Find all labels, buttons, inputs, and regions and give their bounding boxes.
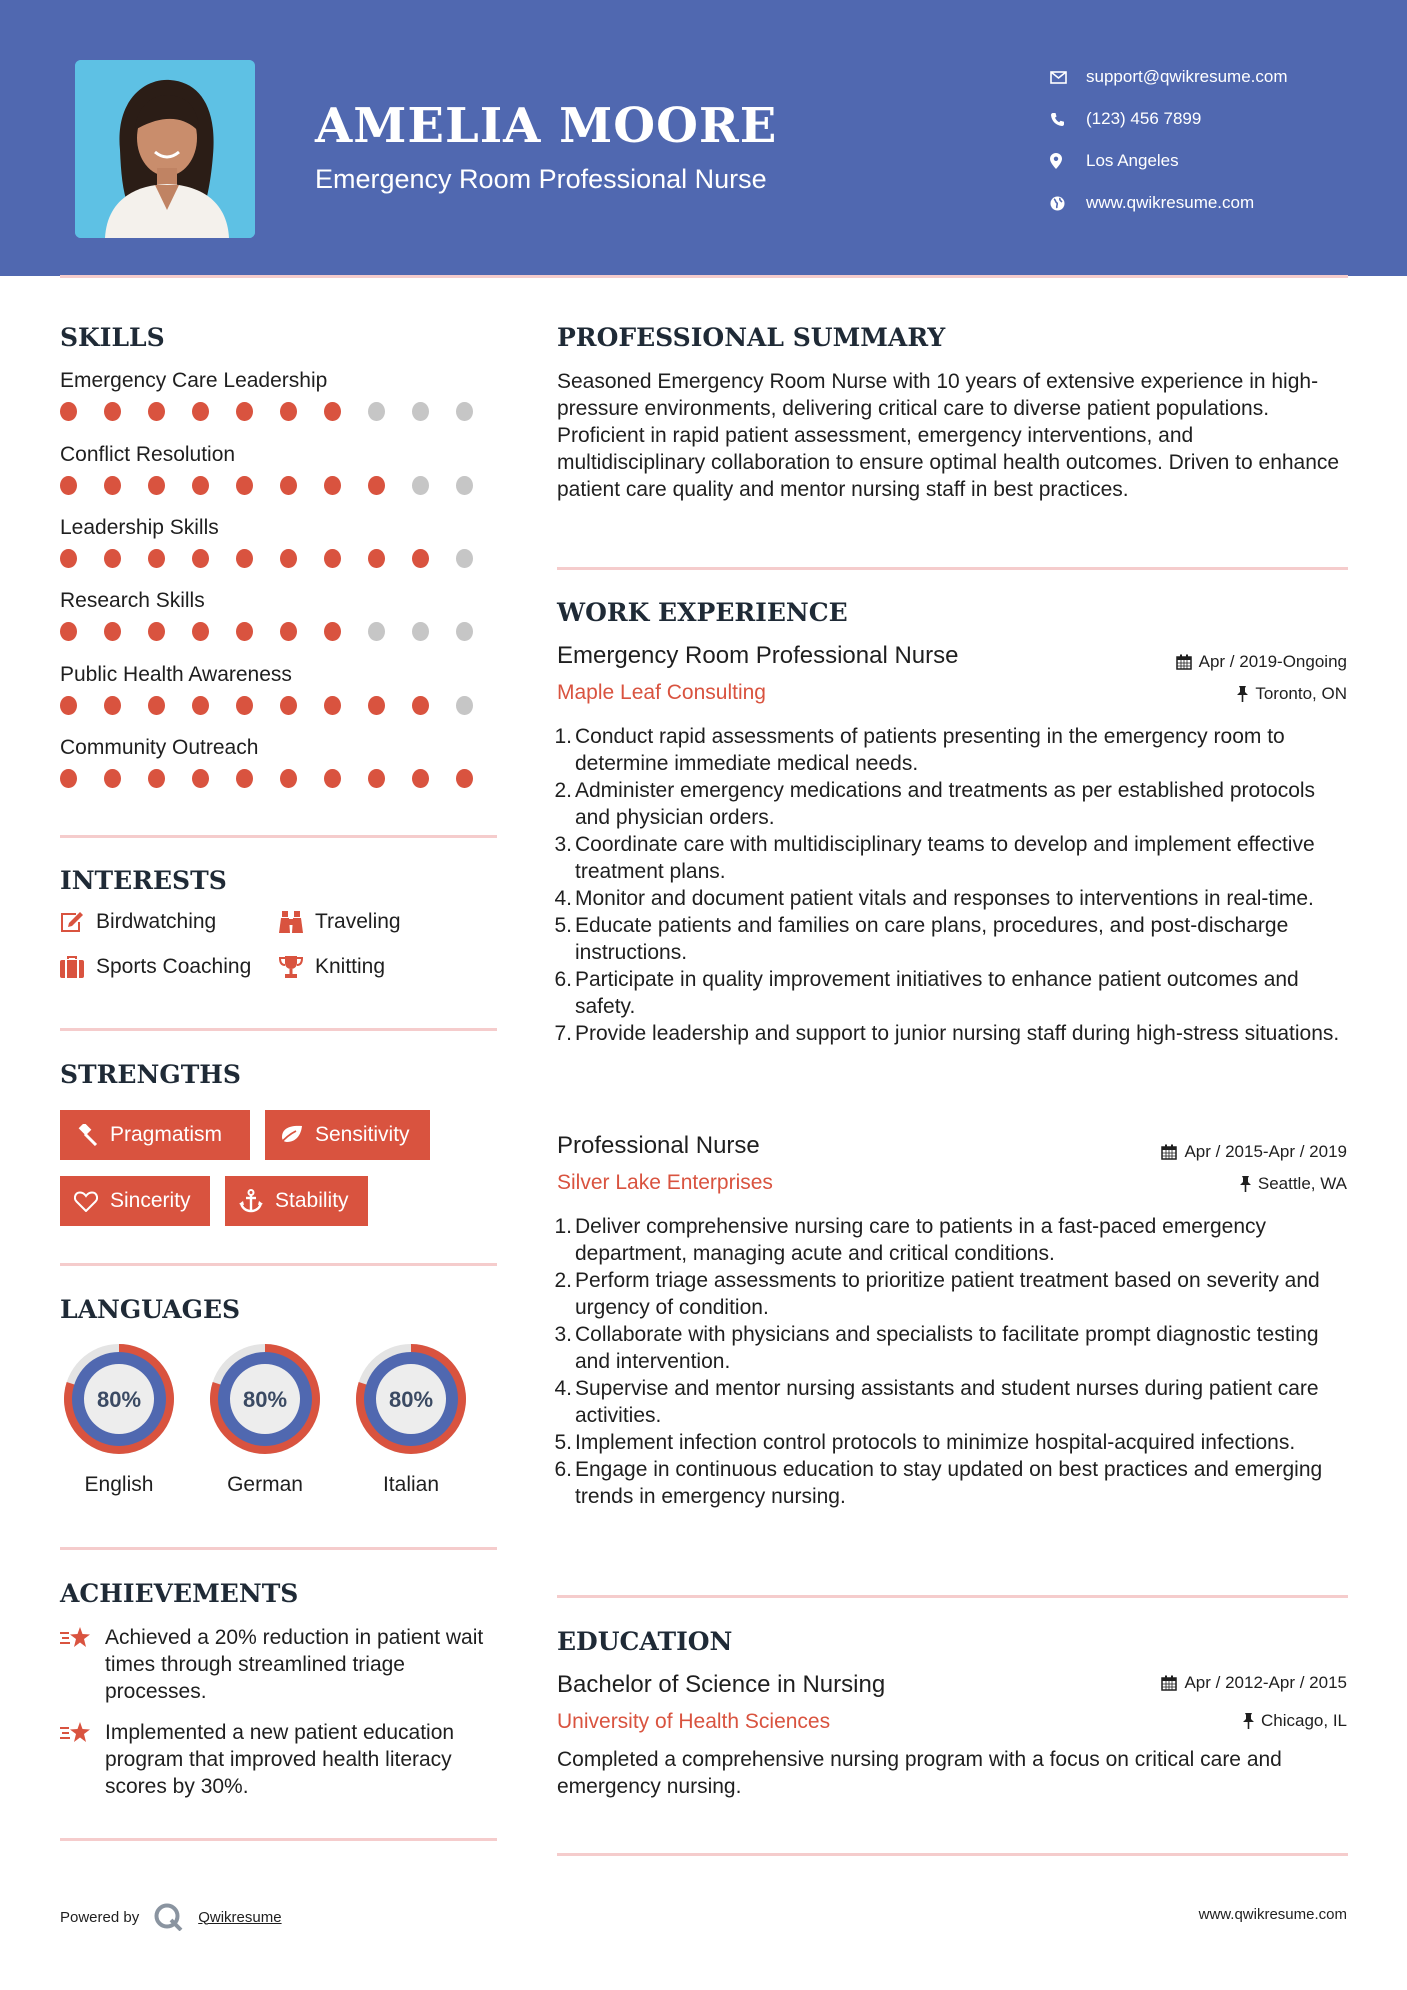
strength-label: Sensitivity — [315, 1123, 410, 1146]
envelope-icon — [1050, 71, 1086, 84]
skill-name: Leadership Skills — [60, 516, 219, 539]
responsibility-item: Deliver comprehensive nursing care to patients in a fast-paced emergency department, managing acute and critical conditions. — [575, 1215, 1267, 1265]
candidate-role: Emergency Room Professional Nurse — [315, 164, 767, 194]
responsibility-item: Participate in quality improvement initiatives to enhance patient outcomes and safety. — [575, 968, 1299, 1018]
strengths-divider — [60, 1263, 497, 1266]
achievement-text: Achieved a 20% reduction in patient wait times through streamlined triage processes. — [105, 1626, 484, 1703]
rating-dot-filled — [60, 402, 77, 421]
skill-name: Conflict Resolution — [60, 443, 236, 466]
rating-dot-filled — [412, 696, 429, 715]
anchor-icon — [239, 1189, 263, 1213]
job-title: Emergency Room Professional Nurse — [557, 642, 959, 669]
footer-website[interactable]: www.qwikresume.com — [1198, 1906, 1347, 1923]
leaf-icon — [279, 1125, 303, 1145]
rating-dot-filled — [456, 769, 473, 788]
language-proficiency-ring — [350, 1338, 472, 1460]
job-dates — [1161, 1142, 1347, 1162]
rating-dot-filled — [324, 622, 341, 641]
rating-dot-filled — [192, 622, 209, 641]
rating-dot-filled — [60, 696, 77, 715]
languages-divider — [60, 1547, 497, 1550]
summary-text: Seasoned Emergency Room Nurse with 10 years of extensive experience in high-pressure environments, delivering critical care to diverse patient populations. Proficient in rapid patient assessment, emergency interventions, and multidisciplinary collaboration to ensure optimal health outcomes. Driven to enhance patient care quality and mentor nursing staff in best practices. — [557, 370, 1340, 501]
achievements-divider — [60, 1838, 497, 1841]
rating-dot-empty — [456, 622, 473, 641]
strength-badge — [60, 1176, 210, 1226]
summary-heading: PROFESSIONAL SUMMARY — [557, 323, 946, 352]
rating-dot-filled — [104, 549, 121, 568]
footer-powered-by — [60, 1903, 282, 1931]
contact-email[interactable] — [1050, 56, 1288, 98]
responsibility-item: Engage in continuous education to stay updated on best practices and emerging trends in emergency nursing. — [575, 1458, 1323, 1508]
contact-location — [1050, 140, 1288, 182]
skill-rating — [60, 769, 500, 788]
language-name: German — [227, 1473, 303, 1496]
skill-item — [60, 586, 500, 641]
rating-dot-empty — [368, 622, 385, 641]
header — [0, 0, 1407, 276]
calendar-icon — [1176, 654, 1192, 670]
rating-dot-filled — [236, 402, 253, 421]
interest-item — [279, 955, 385, 979]
strength-label: Stability — [275, 1189, 349, 1212]
rating-dot-filled — [192, 549, 209, 568]
rating-dot-filled — [192, 402, 209, 421]
interest-label: Birdwatching — [96, 910, 217, 933]
phone-icon — [1050, 112, 1086, 127]
calendar-icon — [1161, 1675, 1177, 1691]
rating-dot-filled — [60, 622, 77, 641]
interests-heading: INTERESTS — [60, 866, 227, 895]
responsibility-item: Monitor and document patient vitals and responses to interventions in real-time. — [575, 887, 1314, 910]
strength-label: Sincerity — [110, 1189, 191, 1212]
rating-dot-filled — [324, 476, 341, 495]
rating-dot-filled — [104, 402, 121, 421]
shooting-star-icon — [60, 1624, 105, 1705]
contact-email-text: support@qwikresume.com — [1086, 67, 1288, 86]
job-dates — [1176, 652, 1347, 672]
experience-heading: WORK EXPERIENCE — [557, 598, 848, 627]
skill-item — [60, 440, 500, 495]
rating-dot-filled — [236, 549, 253, 568]
summary-divider — [557, 567, 1348, 570]
responsibility-item: Educate patients and families on care plans, procedures, and post-discharge instructions. — [575, 914, 1289, 964]
skills-divider — [60, 835, 497, 838]
gavel-icon — [74, 1124, 98, 1146]
education-location-text: Chicago, IL — [1261, 1711, 1347, 1730]
rating-dot-filled — [104, 696, 121, 715]
rating-dot-empty — [412, 476, 429, 495]
language-percent: 80% — [96, 1387, 142, 1412]
language-percent: 80% — [242, 1387, 288, 1412]
education-location — [1243, 1711, 1347, 1731]
trophy-icon — [279, 955, 315, 979]
rating-dot-filled — [148, 402, 165, 421]
rating-dot-filled — [236, 769, 253, 788]
globe-icon — [1050, 196, 1086, 211]
language-proficiency-ring — [58, 1338, 180, 1460]
skill-name: Emergency Care Leadership — [60, 369, 328, 392]
rating-dot-empty — [456, 476, 473, 495]
rating-dot-filled — [192, 769, 209, 788]
achievement-item — [60, 1624, 500, 1705]
rating-dot-filled — [324, 402, 341, 421]
education-description: Completed a comprehensive nursing program with a focus on critical care and emergency nursing. — [557, 1748, 1282, 1798]
rating-dot-empty — [456, 549, 473, 568]
language-item — [350, 1338, 472, 1497]
language-item — [204, 1338, 326, 1497]
rating-dot-filled — [60, 769, 77, 788]
skill-item — [60, 513, 500, 568]
job-responsibilities — [557, 1213, 1347, 1510]
rating-dot-filled — [60, 549, 77, 568]
rating-dot-filled — [192, 476, 209, 495]
company-name: Silver Lake Enterprises — [557, 1171, 773, 1194]
strength-badge — [60, 1110, 250, 1160]
skill-name: Public Health Awareness — [60, 663, 292, 686]
skill-item — [60, 733, 500, 788]
rating-dot-filled — [148, 549, 165, 568]
rating-dot-empty — [412, 622, 429, 641]
candidate-name: AMELIA MOORE — [315, 98, 778, 154]
header-divider — [60, 275, 1348, 278]
skill-item — [60, 366, 500, 421]
language-percent: 80% — [388, 1387, 434, 1412]
rating-dot-filled — [60, 476, 77, 495]
contact-list — [1050, 56, 1288, 224]
skills-heading: SKILLS — [60, 323, 165, 352]
heart-icon — [74, 1191, 98, 1212]
rating-dot-filled — [148, 476, 165, 495]
profile-photo — [75, 60, 255, 238]
qwikresume-link[interactable]: Qwikresume — [198, 1908, 282, 1926]
powered-by-label: Powered by — [60, 1908, 140, 1926]
interest-label: Sports Coaching — [96, 955, 252, 978]
contact-website-text: www.qwikresume.com — [1086, 193, 1255, 212]
rating-dot-empty — [412, 402, 429, 421]
interest-item — [60, 955, 251, 979]
rating-dot-filled — [236, 476, 253, 495]
rating-dot-empty — [368, 402, 385, 421]
map-pin-icon — [1050, 153, 1086, 169]
rating-dot-filled — [368, 476, 385, 495]
strength-badge — [225, 1176, 368, 1226]
rating-dot-empty — [456, 402, 473, 421]
contact-phone[interactable] — [1050, 98, 1288, 140]
rating-dot-filled — [236, 696, 253, 715]
calendar-icon — [1161, 1144, 1177, 1160]
skill-item — [60, 660, 500, 715]
rating-dot-filled — [280, 622, 297, 641]
achievement-text: Implemented a new patient education program that improved health literacy scores by 30%. — [105, 1721, 455, 1798]
languages-heading: LANGUAGES — [60, 1295, 241, 1324]
rating-dot-filled — [412, 549, 429, 568]
rating-dot-filled — [104, 622, 121, 641]
skill-rating — [60, 402, 500, 421]
degree-title: Bachelor of Science in Nursing — [557, 1671, 886, 1698]
pushpin-icon — [1240, 1176, 1251, 1192]
skill-rating — [60, 696, 500, 715]
strengths-heading: STRENGTHS — [60, 1060, 241, 1089]
skill-rating — [60, 622, 500, 641]
job-location-text: Toronto, ON — [1255, 684, 1347, 703]
job-location — [1237, 684, 1347, 704]
briefcase-icon — [60, 956, 96, 978]
rating-dot-filled — [368, 696, 385, 715]
rating-dot-filled — [148, 696, 165, 715]
language-item — [58, 1338, 180, 1497]
pushpin-icon — [1237, 686, 1248, 702]
education-divider — [557, 1853, 1348, 1856]
skill-rating — [60, 549, 500, 568]
education-dates-text: Apr / 2012-Apr / 2015 — [1184, 1673, 1347, 1692]
experience-divider — [557, 1595, 1348, 1598]
rating-dot-filled — [280, 549, 297, 568]
skill-name: Research Skills — [60, 589, 205, 612]
responsibility-item: Administer emergency medications and treatments as per established protocols and physician orders. — [575, 779, 1316, 829]
interest-item — [60, 910, 216, 934]
skill-rating — [60, 476, 500, 495]
rating-dot-filled — [324, 769, 341, 788]
rating-dot-filled — [280, 402, 297, 421]
language-name: English — [84, 1473, 154, 1496]
strength-badge — [265, 1110, 430, 1160]
rating-dot-filled — [192, 696, 209, 715]
rating-dot-filled — [368, 549, 385, 568]
responsibility-item: Implement infection control protocols to minimize hospital-acquired infections. — [575, 1431, 1296, 1454]
rating-dot-filled — [104, 769, 121, 788]
language-name: Italian — [382, 1473, 440, 1496]
education-dates — [1161, 1673, 1347, 1693]
rating-dot-filled — [412, 769, 429, 788]
rating-dot-filled — [148, 769, 165, 788]
rating-dot-filled — [280, 769, 297, 788]
edit-icon — [60, 911, 96, 933]
skill-name: Community Outreach — [60, 736, 259, 759]
rating-dot-empty — [456, 696, 473, 715]
job-location-text: Seattle, WA — [1257, 1174, 1347, 1193]
contact-location-text: Los Angeles — [1086, 151, 1179, 170]
rating-dot-filled — [280, 696, 297, 715]
qwikresume-logo-icon — [154, 1903, 184, 1931]
rating-dot-filled — [280, 476, 297, 495]
interests-divider — [60, 1028, 497, 1031]
language-proficiency-ring — [204, 1338, 326, 1460]
pushpin-icon — [1243, 1713, 1254, 1729]
rating-dot-filled — [324, 549, 341, 568]
interest-label: Traveling — [315, 910, 401, 933]
job-title: Professional Nurse — [557, 1132, 760, 1159]
job-responsibilities — [557, 723, 1347, 1047]
rating-dot-filled — [104, 476, 121, 495]
strength-label: Pragmatism — [110, 1123, 223, 1146]
rating-dot-filled — [236, 622, 253, 641]
responsibility-item: Supervise and mentor nursing assistants and student nurses during patient care activities. — [575, 1377, 1319, 1427]
company-name: Maple Leaf Consulting — [557, 681, 766, 704]
responsibility-item: Conduct rapid assessments of patients presenting in the emergency room to determine immediate medical needs. — [575, 725, 1285, 775]
responsibility-item: Provide leadership and support to junior nursing staff during high-stress situations. — [575, 1022, 1340, 1045]
job-location — [1240, 1174, 1347, 1194]
education-heading: EDUCATION — [557, 1627, 733, 1656]
rating-dot-filled — [148, 622, 165, 641]
rating-dot-filled — [368, 769, 385, 788]
responsibility-item: Collaborate with physicians and specialists to facilitate prompt diagnostic testing and intervention. — [575, 1323, 1319, 1373]
binoculars-icon — [279, 910, 315, 934]
interest-label: Knitting — [315, 955, 386, 978]
responsibility-item: Coordinate care with multidisciplinary teams to develop and implement effective treatment plans. — [575, 833, 1315, 883]
contact-phone-text: (123) 456 7899 — [1086, 109, 1202, 128]
job-dates-text: Apr / 2015-Apr / 2019 — [1184, 1142, 1347, 1161]
job-dates-text: Apr / 2019-Ongoing — [1198, 652, 1347, 671]
responsibility-item: Perform triage assessments to prioritize patient treatment based on severity and urgency of condition. — [575, 1269, 1320, 1319]
interest-item — [279, 910, 401, 934]
contact-website[interactable] — [1050, 182, 1288, 224]
achievements-heading: ACHIEVEMENTS — [60, 1579, 299, 1608]
shooting-star-icon — [60, 1719, 105, 1800]
school-name: University of Health Sciences — [557, 1710, 831, 1733]
rating-dot-filled — [324, 696, 341, 715]
achievement-item — [60, 1719, 500, 1800]
